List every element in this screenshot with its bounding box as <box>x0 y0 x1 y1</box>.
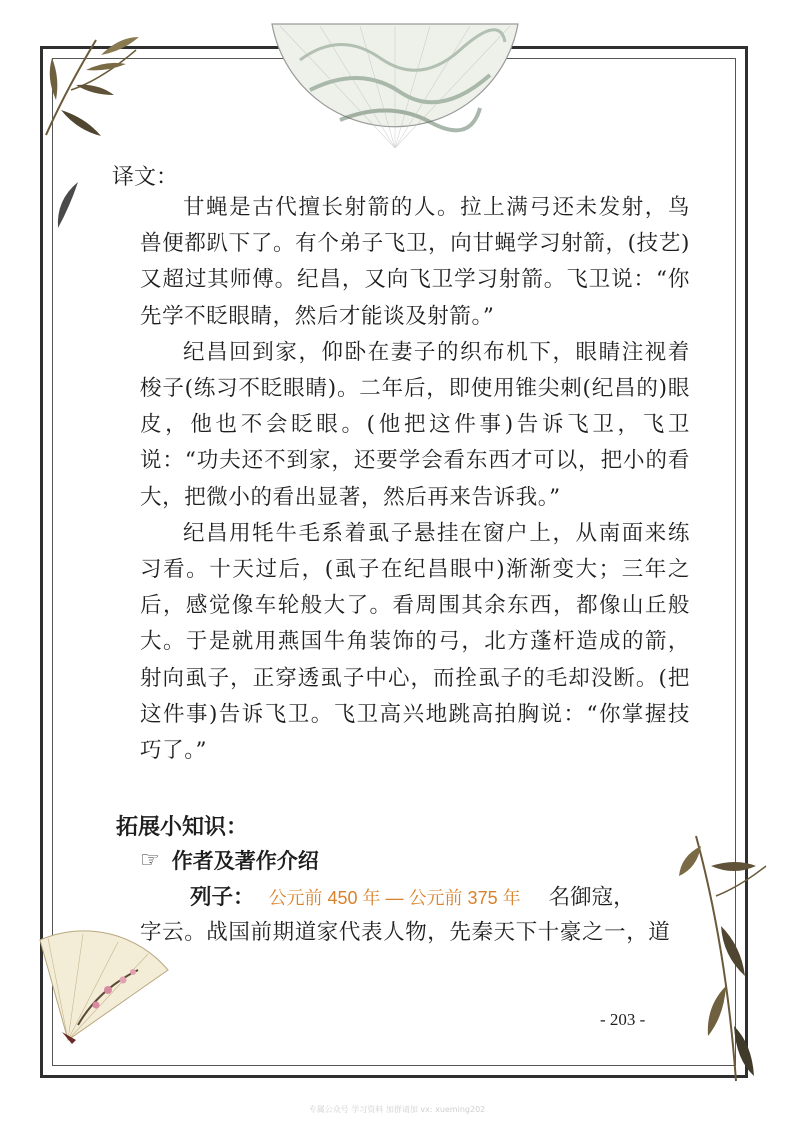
extension-title: 拓展小知识： <box>116 814 249 840</box>
author-dates: 公元前 450 年 — 公元前 375 年 <box>268 888 521 908</box>
paragraph: 纪昌用牦牛毛系着虱子悬挂在窗户上，从南面来练习看。十天过后，(虱子在纪昌眼中)渐渐变大；三年之后，感觉像车轮般大了。看周围其余东西，都像山丘般大。于是就用燕国牛角装饰的弓，北方蓬杆造成的箭，射向虱子，正穿透虱子中心，而拴虱子的毛却没断。(把这件事)告诉飞卫。飞卫高兴地跳高拍胸说：“你掌握技巧了。” <box>140 520 690 764</box>
footer-watermark: 专属公众号 学习资料 加群请加 vx: xueming202 <box>308 1105 486 1114</box>
bamboo-branch-decoration <box>676 826 776 1086</box>
paragraph: 甘蝇是古代擅长射箭的人。拉上满弓还未发射，鸟兽便都趴下了。有个弟子飞卫，向甘蝇学习射箭，(技艺)又超过其师傅。纪昌，又向飞卫学习射箭。飞卫说：“你先学不眨眼睛，然后才能谈及射箭。” <box>140 195 690 329</box>
bamboo-leaves-decoration <box>26 30 156 140</box>
plum-blossom-fan-decoration <box>38 930 178 1050</box>
pointing-hand-icon: ☞ <box>140 847 160 873</box>
paragraph: 纪昌回到家，仰卧在妻子的织布机下，眼睛注视着梭子(练习不眨眼睛)。二年后，即使用锥尖刺(纪昌的)眼皮，他也不会眨眼。(他把这件事)告诉飞卫，飞卫说：“功夫还不到家，还要学会看东西才可以，把小的看大，把微小的看出显著，然后再来告诉我。” <box>140 339 690 510</box>
author-alias: 名御寇， <box>548 885 635 910</box>
leaf-decoration <box>52 180 82 230</box>
translation-body <box>140 190 690 769</box>
author-name: 列子： <box>190 885 255 910</box>
landscape-fan-decoration <box>270 20 520 150</box>
section-title-text: 作者及著作介绍 <box>171 848 319 873</box>
author-description: 字云。战国前期道家代表人物，先秦天下十豪之一，道 <box>140 920 671 945</box>
translation-heading: 译文： <box>112 165 179 190</box>
page-number: - 203 - <box>600 1010 646 1029</box>
author-line <box>190 880 635 911</box>
section-title <box>140 845 319 875</box>
